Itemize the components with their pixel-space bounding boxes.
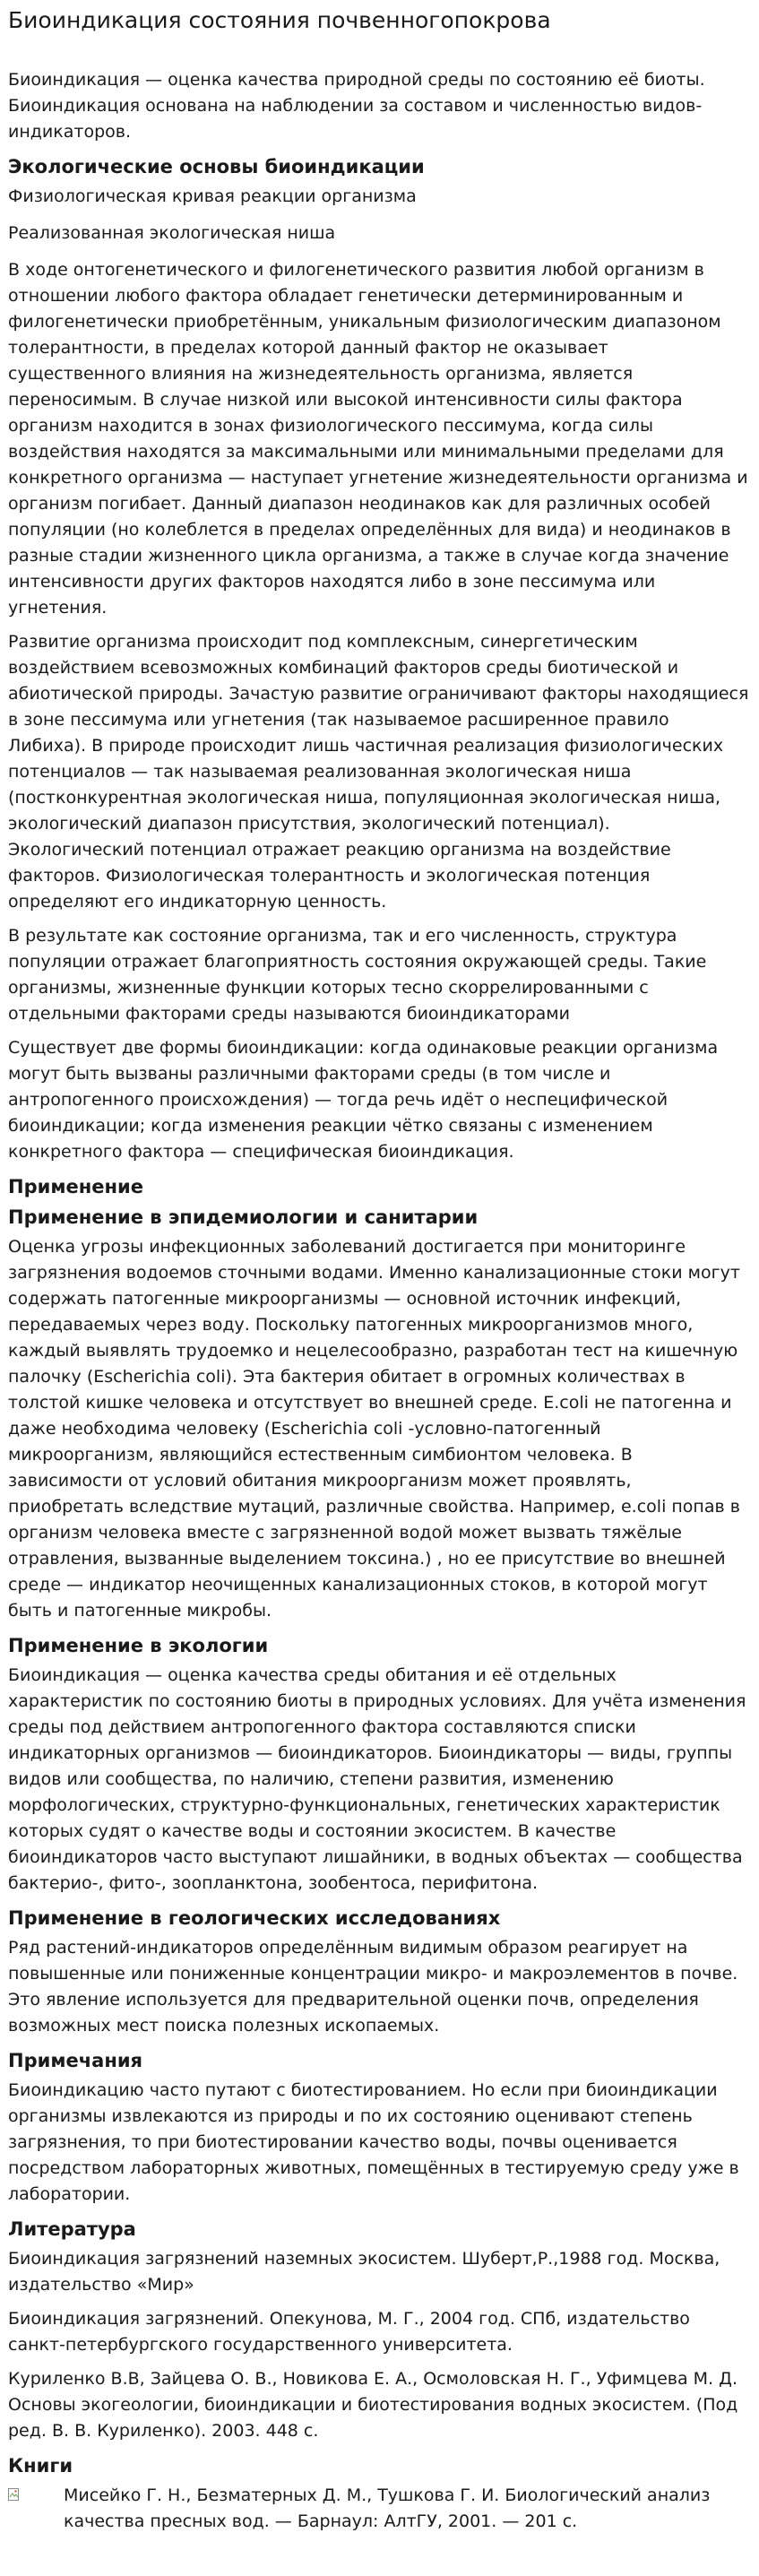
paragraph-ecology: Биоиндикация — оценка качества среды обитания и её отдельных характеристик по состоянию биоты в природных условиях. Для учёта изменения среды под действием антропогенного фактора составляются списки индикаторных организмов — биоиндикаторов. Биоиндикаторы — виды, группы видов или сообщества, по наличию, степени развития, изменению морфологических, структурно-функциональных, генетических характеристик которых судят о качестве воды и состоянии экосистем. В качестве биоиндикаторов часто выступают лишайники, в водных объектах — сообщества бактерио-, фито-, зоопланктона, зообентоса, перифитона. [8, 1665, 746, 1893]
paragraph-two-forms: Существует две формы биоиндикации: когда одинаковые реакции организма могут быть вызваны различными факторами среды (в том числе и антропогенного происхождения) — тогда речь идёт о неспецифической биоиндикации; когда изменения реакции чётко связаны с изменением конкретного фактора — специфическая биоиндикация. [8, 1038, 719, 1162]
broken-image-icon [8, 2488, 21, 2503]
heading-notes: Примечания [8, 2050, 143, 2071]
heading-ecology: Применение в экологии [8, 1635, 269, 1656]
paragraph-ontogenetic: В ходе онтогенетического и филогенетического развития любой организм в отношении любого фактора обладает генетически детерминированным и филогенетически приобретённым, уникальным физиологическим диапазоном толерантности, в пределах которой данный фактор не оказывает существенного влияния на жизнедеятельность организма, является переносимым. В случае низкой или высокой интенсивности силы фактора организм находится в зонах физиологического пессимума, когда силы воздействия находятся за максимальными или минимальными пределами для конкретного организма — наступает угнетение жизнедеятельности организма и организм погибает. Данный диапазон неодинаков как для различных особей популяции (но колеблется в пределах определённых для вида) и неодинаков в разные стадии жизненного цикла организма, а также в случае когда значение интенсивности других факторов находятся либо в зоне пессимума или угнетения. [8, 260, 748, 618]
heading-books: Книги [8, 2455, 73, 2477]
heading-geology: Применение в геологических исследованиях [8, 1907, 501, 1929]
heading-application: Применение [8, 1176, 143, 1197]
intro-paragraph: Биоиндикация — оценка качества природной среды по состоянию её биоты. Биоиндикация основана на наблюдении за составом и численностью видов-индикаторов. [8, 70, 705, 142]
paragraph-development: Развитие организма происходит под комплексным, синергетическим воздействием всевозможных комбинаций факторов среды биотической и абиотической природы. Зачастую развитие ограничивают факторы находящиеся в зоне пессимума или угнетения (так называемое расширенное правило Либиха). В природе происходит лишь частичная реализация физиологических потенциалов — так называемая реализованная экологическая ниша (постконкурентная экологическая ниша, популяционная экологическая ниша, экологический диапазон присутствия, экологический потенциал). Экологический потенциал отражает реакцию организма на воздействие факторов. Физиологическая толерантность и экологическая потенция определяют его индикаторную ценность. [8, 632, 749, 912]
page-title: Биоиндикация состояния почвенногопокрова [8, 7, 551, 33]
literature-item: Куриленко В.В, Зайцева О. В., Новикова Е. А., Осмоловская Н. Г., Уфимцева М. Д. Основы экогеологии, биоиндикации и биотестирования водных экосистем. (Под ред. В. В. Куриленко). 2003. 448 с. [8, 2369, 738, 2441]
paragraph-geology: Ряд растений-индикаторов определённым видимым образом реагирует на повышенные или пониженные концентрации микро- и макроэлементов в почве. Это явление используется для предварительной оценки почв, определения возможных мест поиска полезных ископаемых. [8, 1938, 738, 2036]
subheading-physiological-curve: Физиологическая кривая реакции организма [8, 186, 417, 206]
heading-ecological-basis: Экологические основы биоиндикации [8, 156, 425, 177]
literature-item: Биоиндикация загрязнений наземных экосистем. Шуберт,Р.,1988 год. Москва, издательство «Мир» [8, 2249, 720, 2295]
subheading-realized-niche: Реализованная экологическая ниша [8, 223, 336, 243]
paragraph-result: В результате как состояние организма, так и его численность, структура популяции отражает благоприятность состояния окружающей среды. Такие организмы, жизненные функции которых тесно скоррелированными с отдельными факторами среды называются биоиндикаторами [8, 926, 707, 1024]
book-entry [8, 2483, 750, 2535]
paragraph-notes: Биоиндикацию часто путают с биотестированием. Но если при биоиндикации организмы извлекаются из природы и по их состоянию оценивают степень загрязнения, то при биотестировании качество воды, почвы оценивается посредством лабораторных животных, помещённых в тестируемую среду уже в лаборатории. [8, 2080, 739, 2204]
paragraph-epidemiology: Оценка угрозы инфекционных заболеваний достигается при мониторинге загрязнения водоемов сточными водами. Именно канализационные стоки могут содержать патогенные микроорганизмы — основной источник инфекций, передаваемых через воду. Поскольку патогенных микроорганизмов много, каждый выявлять трудоемко и нецелесообразно, разработан тест на кишечную палочку (Escherichia coli). Эта бактерия обитает в огромных количествах в толстой кишке человека и отсутствует во внешней среде. E.coli не патогенна и даже необходима человеку (Escherichia coli -условно-патогенный микроорганизм, являющийся естественным симбионтом человека. В зависимости от условий обитания микроорганизм может проявлять, приобретать вследствие мутаций, различные свойства. Например, e.coli попав в организм человека вместе с загрязненной водой может вызвать тяжёлые отравления, вызванные выделением токсина.) , но ее присутствие во внешней среде — индикатор неочищенных канализационных стоков, в которой могут быть и патогенные микробы. [8, 1237, 740, 1621]
book-item: Мисейко Г. Н., Безматерных Д. М., Тушкова Г. И. Биологический анализ качества пресных вод. — Барнаул: АлтГУ, 2001. — 201 с. [64, 2485, 711, 2531]
heading-literature: Литература [8, 2218, 136, 2240]
heading-epidemiology: Применение в эпидемиологии и санитарии [8, 1206, 479, 1228]
literature-item: Биоиндикация загрязнений. Опекунова, М. Г., 2004 год. СПб, издательство санкт-петербургского государственного университета. [8, 2309, 690, 2355]
